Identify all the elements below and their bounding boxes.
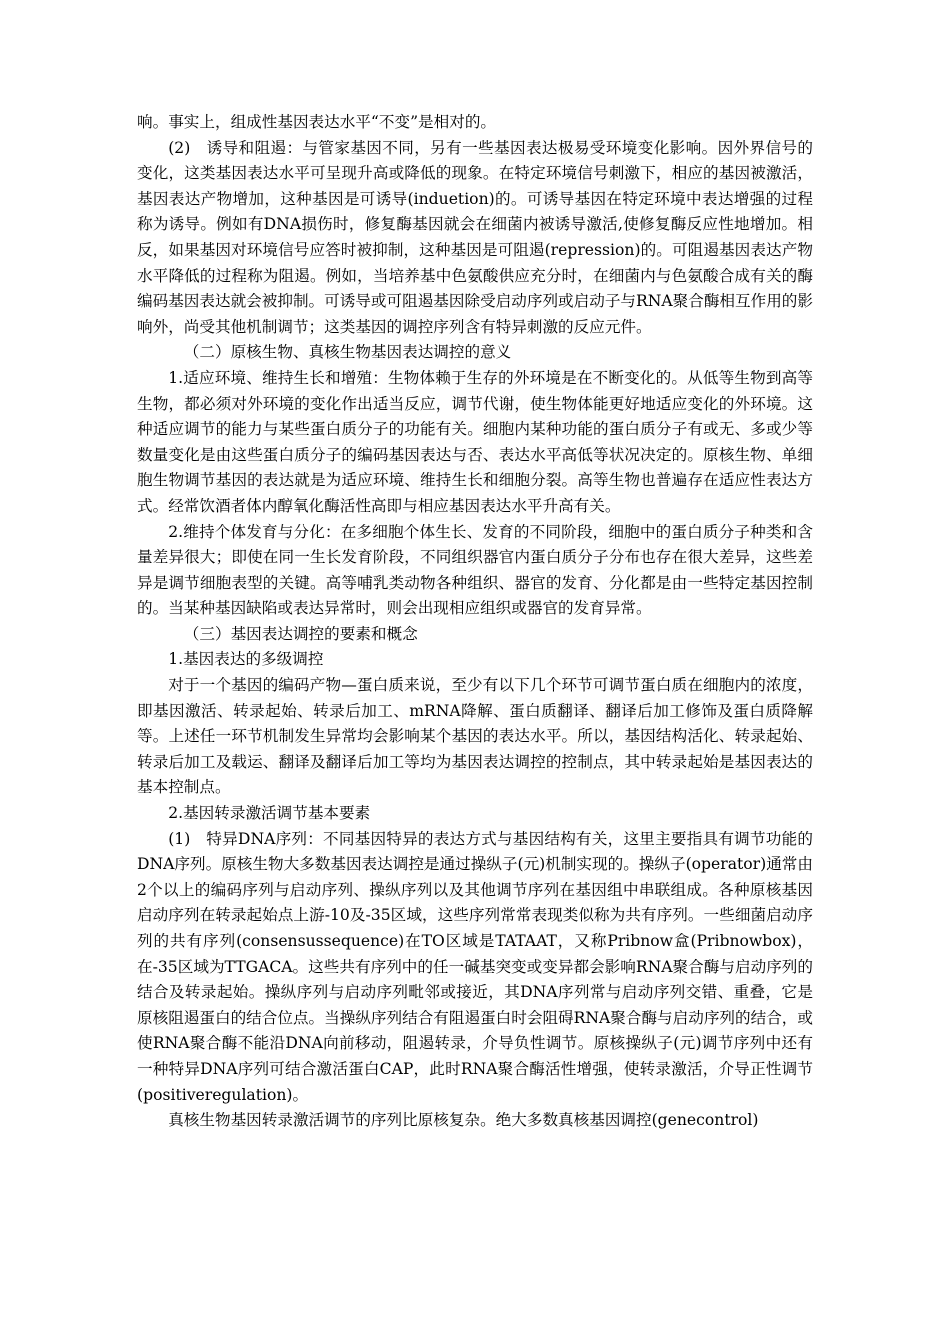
paragraph-eukaryotic: 真核生物基因转录激活调节的序列比原核复杂。绝大多数真核基因调控(genecontrol) — [168, 1111, 759, 1130]
paragraph-specific-dna-sequence: (1) 特异DNA序列：不同基因特异的表达方式与基因结构有关，这里主要指具有调节功能的DNA序列。原核生物大多数基因表达调控是通过操纵子(元)机制实现的。操纵子(operator)通常由2个以上的编码序列与启动序列、操纵序列以及其他调节序列在基因组中串联组成。各种原核基因启动序列在转录起始点上游-10及-35区域，这些序列常常表现类似称为共有序列。一些细菌启动序列的共有序列(consensussequence)在TO区域是TATAAT，又称Pribnow盒(Pribnowbox)，在-35区域为TTGACA。这些共有序列中的任一碱基突变或变异都会影响RNA聚合酶与启动序列的结合及转录起始。操纵序列与启动序列毗邻或接近，其DNA序列常与启动序列交错、重叠，它是原核阻遏蛋白的结合位点。当操纵序列结合有阻遏蛋白时会阻碍RNA聚合酶与启动序列的结合，或使RNA聚合酶不能沿DNA向前移动，阻遏转录，介导负性调节。原核操纵子(元)调节序列中还有一种特异DNA序列可结合激活蛋白CAP，此时RNA聚合酶活性增强，使转录激活，介导正性调节(positiveregulation)。 — [137, 829, 813, 1104]
paragraph-control-points: 对于一个基因的编码产物—蛋白质来说，至少有以下几个环节可调节蛋白质在细胞内的浓度，即基因激活、转录起始、转录后加工、mRNA降解、蛋白质翻译、翻译后加工修饰及蛋白质降解等。上述任一环节机制发生异常均会影响某个基因的表达水平。所以，基因结构活化、转录起始、转录后加工及载运、翻译及翻译后加工等均为基因表达调控的控制点，其中转录起始是基因表达的基本控制点。 — [137, 676, 813, 797]
paragraph-continuation: 响。事实上，组成性基因表达水平“不变”是相对的。 — [137, 113, 497, 131]
document-page — [137, 110, 813, 1134]
paragraph-development: 2.维持个体发育与分化：在多细胞个体生长、发育的不同阶段，细胞中的蛋白质分子种类和含量差异很大；即使在同一生长发育阶段，不同组织器官内蛋白质分子分布也存在很大差异，这些差异是调节细胞表型的关键。高等哺乳类动物各种组织、器官的发育、分化都是由一些特定基因控制的。当某种基因缺陷或表达异常时，则会出现相应组织或器官的发育异常。 — [137, 522, 813, 618]
paragraph-induction-repression: (2) 诱导和阻遏：与管家基因不同，另有一些基因表达极易受环境变化影响。因外界信号的变化，这类基因表达水平可呈现升高或降低的现象。在特定环境信号刺激下，相应的基因被激活，基因表达产物增加，这种基因是可诱导(induetion)的。可诱导基因在特定环境中表达增强的过程称为诱导。例如有DNA损伤时，修复酶基因就会在细菌内被诱导激活,使修复酶反应性地增加。相反，如果基因对环境信号应答时被抑制，这种基因是可阻遏(repression)的。可阻遏基因表达产物水平降低的过程称为阻遏。例如，当培养基中色氨酸供应充分时，在细菌内与色氨酸合成有关的酶编码基因表达就会被抑制。可诱导或可阻遏基因除受启动序列或启动子与RNA聚合酶相互作用的影响外，尚受其他机制调节；这类基因的调控序列含有特异刺激的反应元件。 — [137, 138, 813, 336]
section-heading-significance: （二）原核生物、真核生物基因表达调控的意义 — [183, 343, 512, 362]
subheading-transcription-activation: 2.基因转录激活调节基本要素 — [168, 804, 371, 823]
subheading-multilevel-regulation: 1.基因表达的多级调控 — [168, 650, 324, 669]
section-heading-elements: （三）基因表达调控的要素和概念 — [183, 624, 418, 643]
paragraph-adaptation: 1.适应环境、维持生长和增殖：生物体赖于生存的外环境是在不断变化的。从低等生物到高等生物，都必须对外环境的变化作出适当反应，调节代谢，使生物体能更好地适应变化的外环境。这种适应调节的能力与某些蛋白质分子的功能有关。细胞内某种功能的蛋白质分子有或无、多或少等数量变化是由这些蛋白质分子的编码基因表达与否、表达水平高低等状况决定的。原核生物、单细胞生物调节基因的表达就是为适应环境、维持生长和细胞分裂。高等生物也普遍存在适应性表达方式。经常饮酒者体内醇氧化酶活性高即与相应基因表达水平升高有关。 — [137, 368, 813, 515]
